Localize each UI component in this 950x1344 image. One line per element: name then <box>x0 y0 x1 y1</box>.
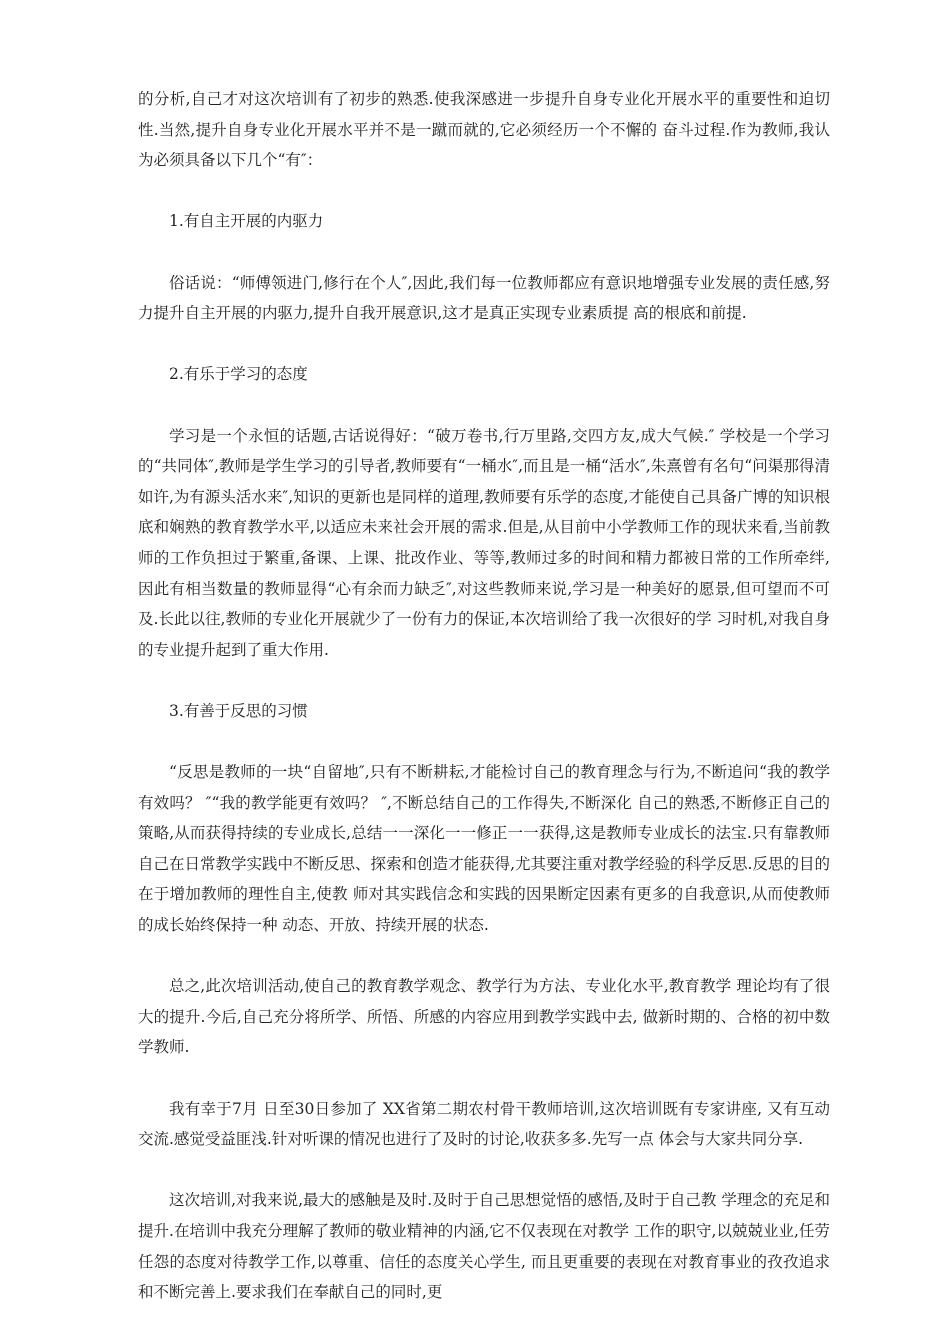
paragraph-gap <box>138 329 830 360</box>
paragraph-section-2: 学习是一个永恒的话题,古话说得好：“破万卷书,行万里路,交四方友,成大气候.″ 学校是一个学习的“共同体″,教师是学生学习的引导者,教师要有“一桶水″,而且是一桶“活水″,朱熹曾有名句“问渠那得清如许,为有源头活水来″,知识的更新也是同样的道理,教师要有乐学的态度,才能使自己具备广博的知识根底和娴熟的教育教学水平,以适应未来社会开展的需求.但是,从目前中小学教师工作的现状来看,当前教师的工作负担过于繁重,备课、上课、批改作业、等等,教师过多的时间和精力都被日常的工作所牵绊,因此有相当数量的教师显得“心有余而力缺乏″,对这些教师来说,学习是一种美好的愿景,但可望而不可及.长此以往,教师的专业化开展就少了一份有力的保证,本次培训给了我一次很好的学 习时机,对我自身的专业提升起到了重大作用. <box>138 426 831 659</box>
paragraph-section-1: 俗话说：“师傅领进门,修行在个人″,因此,我们每一位教师都应有意识地增强专业发展的责任感,努力提升自主开展的内驱力,提升自我开展意识,这才是真正实现专业素质提 高的根底和前提. <box>138 273 830 323</box>
paragraph-training-reflection: 这次培训,对我来说,最大的感触是及时.及时于自己思想觉悟的感悟,及时于自己教 学理念的充足和提升.在培训中我充分理解了教师的敬业精神的内涵,它不仅表现在对教学 工作的职守,以兢兢业业,任劳任怨的态度对待教学工作,以尊重、信任的态度关心学生, 而且更重要的表现在对教育事业的孜孜追求和不断完善上.要求我们在奉献自己的同时,更 <box>138 1191 830 1302</box>
paragraph-gap <box>138 941 830 972</box>
paragraph-training-intro: 我有幸于7月 日至30日参加了 XX省第二期农村骨干教师培训,这次培训既有专家讲座, 又有互动交流.感觉受益匪浅.针对听课的情况也进行了及时的讨论,收获多多.先写一点 体会与大家共同分享. <box>138 1099 830 1149</box>
paragraph-gap <box>138 390 830 421</box>
paragraph-gap <box>138 237 830 268</box>
section-heading-3: 3.有善于反思的习惯 <box>169 701 308 720</box>
paragraph-gap <box>138 176 830 207</box>
paragraph-summary: 总之,此次培训活动,使自己的教育教学观念、教学行为方法、专业化水平,教育教学 理论均有了很大的提升.今后,自己充分将所学、所悟、所感的内容应用到教学实践中去, 做新时期的、合格的初中数学教师. <box>138 977 830 1057</box>
section-heading-2: 2.有乐于学习的态度 <box>169 365 308 384</box>
paragraph-gap <box>138 726 830 757</box>
paragraph-gap <box>138 1063 830 1094</box>
paragraph-section-3: “反思是教师的一块“自留地″,只有不断耕耘,才能检讨自己的教育理念与行为,不断追问“我的教学有效吗？ ″“我的教学能更有效吗？ ″,不断总结自己的工作得失,不断深化 自己的熟悉,不断修正自己的策略,从而获得持续的专业成长,总结一一深化一一修正一一获得,这是教师专业成长的法宝.只有靠教师自己在日常教学实践中不断反思、探索和创造才能获得,尤其要注重对教学经验的科学反思.反思的目的在于增加教师的理性自主,使教 师对其实践信念和实践的因果断定因素有更多的自我意识,从而使教师的成长始终保持一种 动态、开放、持续开展的状态. <box>138 763 830 935</box>
section-heading-1: 1.有自主开展的内驱力 <box>169 212 324 231</box>
paragraph-gap <box>138 665 830 696</box>
document-body <box>138 84 830 1308</box>
paragraph-intro: 的分析,自己才对这次培训有了初步的熟悉.使我深感进一步提升自身专业化开展水平的重要性和迫切性.当然,提升自身专业化开展水平并不是一蹴而就的,它必须经历一个不懈的 奋斗过程.作为教师,我认为必须具备以下几个“有″： <box>138 90 830 170</box>
paragraph-gap <box>138 1155 830 1186</box>
